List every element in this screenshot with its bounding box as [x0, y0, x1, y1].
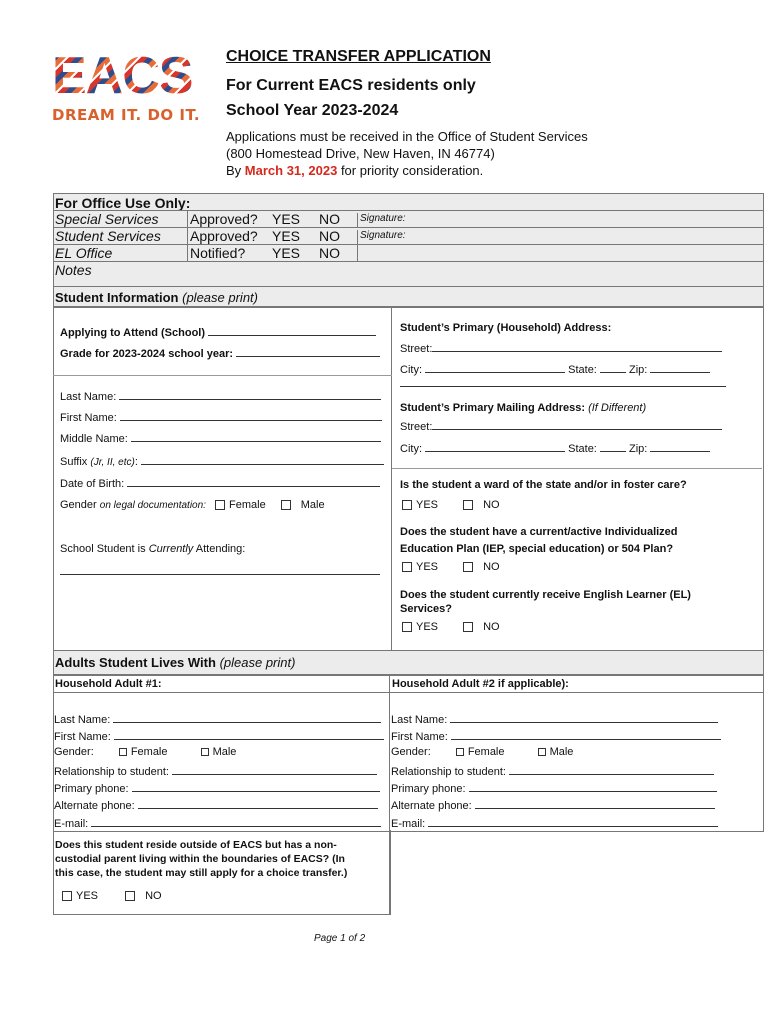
page-title: CHOICE TRANSFER APPLICATION — [226, 48, 491, 65]
mailing-address-heading — [400, 402, 646, 414]
office-signature[interactable]: Signature: — [357, 213, 406, 227]
adult1-heading: Household Adult #1: — [55, 678, 162, 690]
applying-label: Applying to Attend (School) — [60, 327, 206, 339]
adult2-email[interactable] — [391, 816, 718, 830]
female-label: Female — [467, 746, 505, 758]
adult2-gender — [391, 746, 573, 758]
primary-phone-label: Primary phone: — [54, 783, 129, 795]
last-name-label: Last Name: — [391, 714, 448, 726]
yes-label: YES — [416, 561, 439, 573]
office-dept: EL Office — [55, 245, 113, 261]
adult1-email[interactable] — [54, 816, 381, 830]
primary-address-extra-line[interactable] — [400, 376, 726, 387]
adult1-last-name[interactable] — [54, 712, 381, 726]
office-signature[interactable]: Signature: — [357, 230, 406, 244]
last-name-label: Last Name: — [54, 714, 111, 726]
gender-note: on legal documentation: — [99, 500, 206, 511]
office-yes[interactable]: YES — [272, 245, 301, 261]
yes-label: YES — [416, 621, 439, 633]
adult2-male-checkbox[interactable] — [538, 748, 546, 756]
male-label: Male — [212, 746, 237, 758]
city-label: City: — [400, 364, 422, 376]
adult1-first-name[interactable] — [54, 729, 384, 743]
gender-label: Gender: — [54, 746, 94, 758]
primary-city-field[interactable] — [400, 362, 710, 376]
deadline: March 31, 2023 — [244, 163, 338, 178]
student-heading: Student Information — [55, 290, 179, 305]
office-question: Approved? — [187, 211, 258, 227]
adult2-female-checkbox[interactable] — [456, 748, 464, 756]
first-name-label: First Name: — [391, 731, 448, 743]
noncustodial-yes-checkbox[interactable] — [62, 891, 72, 901]
gender-field — [60, 499, 325, 511]
iep-no-checkbox[interactable] — [463, 562, 473, 572]
noncustodial-line-2: custodial parent living within the boundaries of EACS? (In — [55, 853, 345, 865]
middle-name-label: Middle Name: — [60, 433, 128, 445]
grade-field[interactable] — [60, 346, 380, 360]
el-no-checkbox[interactable] — [463, 622, 473, 632]
student-divider — [391, 306, 392, 650]
current-school-label — [60, 543, 245, 555]
last-name-field[interactable] — [60, 389, 381, 403]
ward-question: Is the student a ward of the state and/or in foster care? — [400, 479, 687, 491]
no-label: NO — [483, 499, 500, 511]
adults-heading: Adults Student Lives With — [55, 655, 216, 670]
relationship-label: Relationship to student: — [391, 766, 506, 778]
noncustodial-question — [55, 838, 347, 880]
female-label: Female — [130, 746, 168, 758]
suffix-note: (Jr, II, etc) — [90, 457, 135, 468]
intro-tail: for priority consideration. — [340, 163, 484, 178]
suffix-label: Suffix — [60, 456, 88, 468]
office-yes[interactable]: YES — [272, 211, 301, 227]
el-question — [400, 588, 691, 616]
el-line-2: Services? — [400, 603, 452, 615]
dob-label: Date of Birth: — [60, 478, 125, 490]
no-label: NO — [483, 621, 500, 633]
intro-line-1: Applications must be received in the Office of Student Services — [226, 129, 588, 144]
primary-phone-label: Primary phone: — [391, 783, 466, 795]
office-question: Notified? — [187, 245, 245, 261]
street-label: Street: — [400, 343, 433, 355]
gender-label: Gender: — [391, 746, 431, 758]
male-label: Male — [549, 746, 574, 758]
male-label: Male — [300, 499, 325, 511]
grade-label: Grade for 2023-2024 school year: — [60, 348, 234, 360]
adult1-female-checkbox[interactable] — [119, 748, 127, 756]
intro-line-3 — [226, 162, 588, 179]
adult1-alternate-phone[interactable] — [54, 798, 378, 812]
email-label: E-mail: — [54, 818, 89, 830]
noncustodial-line-3: this case, the student may still apply for a choice transfer.) — [55, 867, 348, 879]
iep-line-1: Does the student have a current/active Individualized — [400, 526, 678, 538]
first-name-field[interactable] — [60, 410, 382, 424]
student-section-title — [55, 290, 258, 305]
zip-label: Zip: — [629, 443, 648, 455]
adult2-primary-phone[interactable] — [391, 781, 717, 795]
no-label: NO — [483, 561, 500, 573]
gender-label: Gender — [60, 499, 97, 511]
ward-no-checkbox[interactable] — [463, 500, 473, 510]
last-name-label: Last Name: — [60, 391, 117, 403]
adult1-gender — [54, 746, 236, 758]
mailing-address-label: Student’s Primary Mailing Address: — [400, 402, 586, 414]
city-label: City: — [400, 443, 422, 455]
adult2-alternate-phone[interactable] — [391, 798, 715, 812]
office-grid — [53, 210, 763, 278]
mailing-city-field[interactable] — [400, 441, 710, 455]
street-label: Street: — [400, 421, 433, 433]
office-no[interactable]: NO — [319, 228, 340, 244]
yes-label: YES — [416, 499, 439, 511]
adults-section-title — [55, 655, 295, 670]
intro-by: By — [226, 163, 242, 178]
school-currently: Currently — [148, 543, 194, 555]
office-notes[interactable]: Notes — [55, 262, 92, 278]
state-label: State: — [568, 443, 597, 455]
page-number: Page 1 of 2 — [314, 933, 366, 944]
adult1-primary-phone[interactable] — [54, 781, 380, 795]
middle-name-field[interactable] — [60, 431, 381, 445]
subtitle: For Current EACS residents only — [226, 77, 476, 94]
mailing-street-field[interactable] — [400, 419, 722, 433]
adult2-heading: Household Adult #2 if applicable): — [392, 678, 569, 690]
adult2-relationship[interactable] — [391, 764, 714, 778]
left-rule — [53, 375, 392, 376]
el-yes-checkbox[interactable] — [402, 622, 412, 632]
primary-address-heading: Student’s Primary (Household) Address: — [400, 322, 612, 334]
adult1-male-checkbox[interactable] — [201, 748, 209, 756]
primary-street-field[interactable] — [400, 341, 722, 355]
intro-text — [226, 128, 588, 179]
adults-subrule — [53, 692, 763, 693]
adult2-first-name[interactable] — [391, 729, 721, 743]
logo-tagline: DREAM IT. DO IT. — [52, 106, 201, 124]
el-line-1: Does the student currently receive English Learner (EL) — [400, 589, 691, 601]
noncustodial-options — [56, 890, 162, 902]
alternate-phone-label: Alternate phone: — [391, 800, 472, 812]
logo-wordmark: EACS — [52, 50, 212, 102]
mailing-address-note: (If Different) — [588, 402, 647, 414]
adult1-relationship[interactable] — [54, 764, 377, 778]
zip-label: Zip: — [629, 364, 648, 376]
male-checkbox[interactable] — [281, 500, 291, 510]
student-heading-note: (please print) — [182, 290, 258, 305]
dob-field[interactable] — [60, 476, 380, 490]
school-year: School Year 2023-2024 — [226, 102, 399, 119]
iep-options — [396, 561, 500, 573]
first-name-label: First Name: — [54, 731, 111, 743]
office-no[interactable]: NO — [319, 245, 340, 261]
office-yes[interactable]: YES — [272, 228, 301, 244]
applying-field[interactable] — [60, 325, 376, 339]
office-title: For Office Use Only: — [55, 195, 191, 211]
school-post: Attending: — [195, 543, 246, 555]
no-label: NO — [145, 890, 162, 902]
ward-options — [396, 499, 500, 511]
office-dept: Student Services — [55, 228, 161, 244]
adults-heading-note: (please print) — [219, 655, 296, 670]
adult2-last-name[interactable] — [391, 712, 718, 726]
right-rule — [392, 468, 762, 469]
el-options — [396, 621, 500, 633]
noncustodial-line-1: Does this student reside outside of EACS but has a non- — [55, 839, 337, 851]
iep-line-2: Education Plan (IEP, special education) or 504 Plan? — [400, 543, 674, 555]
ward-yes-checkbox[interactable] — [402, 500, 412, 510]
first-name-label: First Name: — [60, 412, 117, 424]
current-school-line[interactable] — [60, 564, 380, 575]
noncustodial-no-checkbox[interactable] — [125, 891, 135, 901]
office-question: Approved? — [187, 228, 258, 244]
email-label: E-mail: — [391, 818, 426, 830]
alternate-phone-label: Alternate phone: — [54, 800, 135, 812]
relationship-label: Relationship to student: — [54, 766, 169, 778]
office-no[interactable]: NO — [319, 211, 340, 227]
state-label: State: — [568, 364, 597, 376]
yes-label: YES — [76, 890, 99, 902]
office-signature-blank — [357, 245, 359, 261]
office-dept: Special Services — [55, 211, 159, 227]
iep-yes-checkbox[interactable] — [402, 562, 412, 572]
female-label: Female — [229, 499, 266, 511]
female-checkbox[interactable] — [215, 500, 225, 510]
school-pre: School Student is — [60, 543, 146, 555]
intro-line-2: (800 Homestead Drive, New Haven, IN 46774) — [226, 146, 495, 161]
iep-question — [400, 524, 678, 558]
logo — [52, 47, 212, 124]
suffix-field[interactable]: Suffix (Jr, II, etc): — [60, 454, 384, 468]
